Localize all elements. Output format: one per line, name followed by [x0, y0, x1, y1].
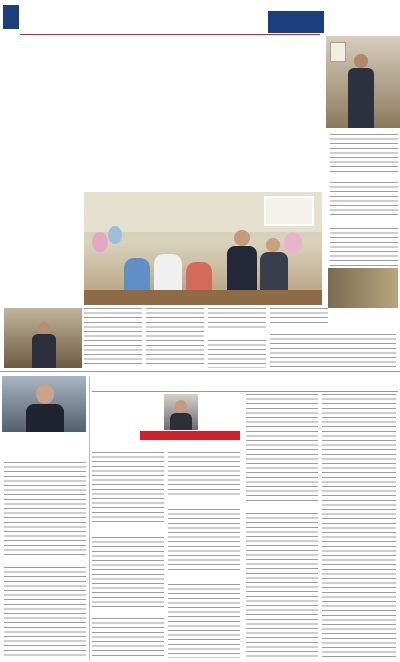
side-photo — [326, 36, 400, 128]
column-vert-rule — [89, 376, 90, 660]
column-text-2 — [168, 452, 240, 496]
ozdag-photo-body — [26, 404, 64, 432]
ozdag-photo-head — [36, 384, 54, 404]
side-text-3 — [330, 228, 398, 266]
small-photo-left — [4, 308, 82, 368]
side-story — [326, 6, 400, 308]
photo-balloon-blue — [108, 226, 122, 244]
author-bar — [140, 431, 240, 440]
small-photo-body — [32, 334, 56, 368]
photo-window — [264, 196, 314, 226]
brand-logo — [268, 11, 324, 33]
side-text-1 — [330, 134, 398, 172]
photo-desk — [84, 290, 322, 305]
photo-balloon-pink-2 — [284, 232, 302, 254]
small-photo-person — [38, 322, 50, 334]
column-text-4 — [322, 394, 396, 658]
side-photo-body — [348, 68, 374, 128]
photo-person-2 — [266, 238, 280, 252]
column-text-2c — [168, 584, 240, 658]
main-text-col-4b — [270, 334, 396, 368]
side-photo-frame — [330, 42, 346, 62]
column-text-3b — [246, 513, 318, 658]
ozdag-text-2 — [4, 567, 86, 659]
masthead-rule — [20, 34, 320, 35]
main-text-col-1 — [84, 308, 142, 368]
side-photo-2 — [328, 268, 398, 308]
main-text-col-4 — [270, 308, 328, 326]
main-text-col-3 — [208, 308, 266, 330]
author-photo — [164, 394, 198, 430]
ozdag-text-1 — [4, 462, 86, 558]
main-text-col-3b — [208, 340, 266, 368]
column-text-3 — [246, 394, 318, 504]
column-text-2b — [168, 509, 240, 571]
column-text-1 — [92, 452, 164, 524]
author-body — [170, 413, 192, 430]
side-photo-person — [354, 54, 368, 68]
photo-balloon-pink — [92, 232, 108, 252]
main-text-col-2 — [146, 308, 204, 368]
author-head — [175, 400, 187, 413]
photo-person-1 — [234, 230, 250, 246]
main-photo — [84, 192, 322, 305]
ozdag-photo — [2, 376, 86, 432]
section-divider — [0, 371, 400, 372]
column-title-rule — [92, 391, 398, 392]
column-text-1c — [92, 618, 164, 658]
side-headline — [326, 6, 400, 8]
column-text-1b — [92, 537, 164, 609]
page-number-box — [2, 4, 20, 30]
side-text-2 — [330, 182, 398, 218]
